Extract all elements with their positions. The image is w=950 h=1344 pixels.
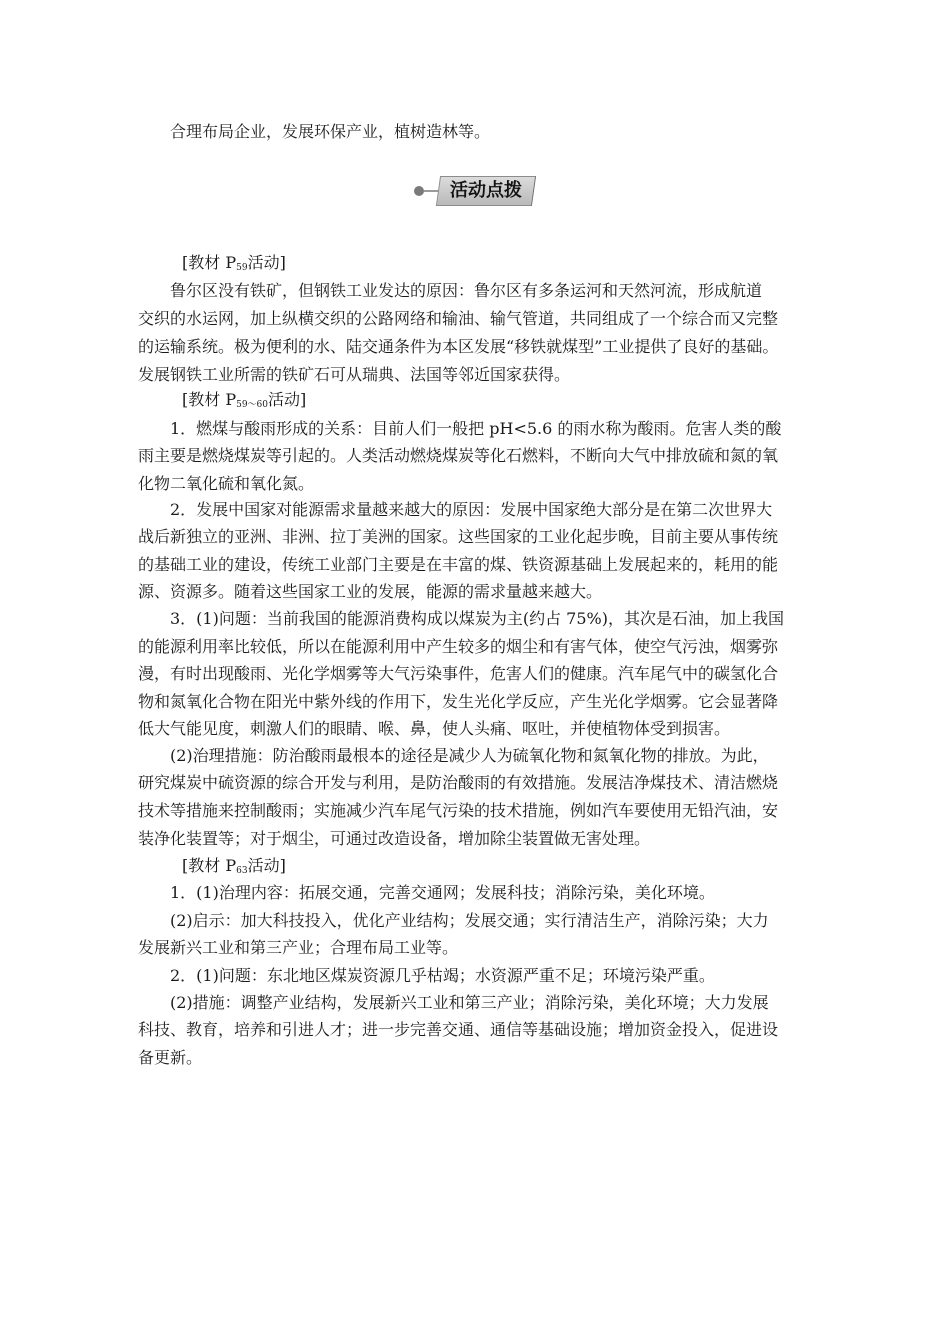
paragraph-line: 化物二氧化硫和氧化氮。 — [138, 474, 315, 493]
paragraph-line: 漫，有时出现酸雨、光化学烟雾等大气污染事件，危害人们的健康。汽车尾气中的碳氢化合 — [138, 664, 779, 683]
paragraph-line: 交织的水运网，加上纵横交织的公路网络和输油、输气管道，共同组成了一个综合而又完整 — [138, 309, 779, 328]
badge-dot-icon — [414, 186, 424, 196]
section-badge — [414, 176, 534, 206]
paragraph-line: 的能源利用率比较低，所以在能源利用中产生较多的烟尘和有害气体，使空气污浊，烟雾弥 — [138, 637, 779, 656]
textbook-ref-3: [教材 $P_{63}$活动] — [182, 856, 286, 876]
paragraph-line: 的基础工业的建设，传统工业部门主要是在丰富的煤、铁资源基础上发展起来的，耗用的能 — [138, 555, 779, 574]
textbook-ref-2: [教材 $P_{59\sim 60}$活动] — [182, 390, 307, 410]
paragraph-line: 备更新。 — [138, 1048, 203, 1067]
paragraph-line: (2)启示：加大科技投入，优化产业结构；发展交通；实行清洁生产，消除污染；大力 — [170, 911, 769, 930]
top-line: 合理布局企业，发展环保产业，植树造林等。 — [170, 122, 491, 141]
paragraph-line: 科技、教育，培养和引进人才；进一步完善交通、通信等基础设施；增加资金投入，促进设 — [138, 1020, 779, 1039]
paragraph-line: 战后新独立的亚洲、非洲、拉丁美洲的国家。这些国家的工业化起步晚，目前主要从事传统 — [138, 527, 779, 546]
paragraph-line: 1．燃煤与酸雨形成的关系：目前人们一般把 pH<5.6 的雨水称为酸雨。危害人类的酸 — [170, 419, 782, 438]
paragraph-line: 雨主要是燃烧煤炭等引起的。人类活动燃烧煤炭等化石燃料，不断向大气中排放硫和氮的氧 — [138, 446, 779, 465]
paragraph-line: (2)措施：调整产业结构，发展新兴工业和第三产业；消除污染，美化环境；大力发展 — [170, 993, 769, 1012]
paragraph-line: 装净化装置等；对于烟尘，可通过改造设备，增加除尘装置做无害处理。 — [138, 829, 651, 848]
section-badge-label: 活动点拨 — [450, 180, 522, 201]
textbook-ref-1: [教材 $P_{59}$活动] — [182, 253, 286, 273]
paragraph-line: 技术等措施来控制酸雨；实施减少汽车尾气污染的技术措施，例如汽车要使用无铅汽油，安 — [138, 801, 779, 820]
paragraph-line: 研究煤炭中硫资源的综合开发与利用，是防治酸雨的有效措施。发展洁净煤技术、清洁燃烧 — [138, 773, 779, 792]
paragraph-line: 鲁尔区没有铁矿，但钢铁工业发达的原因：鲁尔区有多条运河和天然河流，形成航道 — [170, 281, 763, 300]
badge-dash — [424, 190, 438, 192]
section-badge-box — [436, 176, 536, 206]
paragraph-line: 发展新兴工业和第三产业；合理布局工业等。 — [138, 938, 459, 957]
paragraph-line: 物和氮氧化合物在阳光中紫外线的作用下，发生光化学反应，产生光化学烟雾。它会显著降 — [138, 692, 779, 711]
paragraph-line: 2．(1)问题：东北地区煤炭资源几乎枯竭；水资源严重不足；环境污染严重。 — [170, 966, 715, 985]
paragraph-line: (2)治理措施：防治酸雨最根本的途径是减少人为硫氧化物和氮氧化物的排放。为此， — [170, 746, 769, 765]
paragraph-line: 3．(1)问题：当前我国的能源消费构成以煤炭为主(约占 75%)，其次是石油，加上我国 — [170, 609, 784, 628]
paragraph-line: 源、资源多。随着这些国家工业的发展，能源的需求量越来越大。 — [138, 582, 603, 601]
paragraph-line: 2．发展中国家对能源需求量越来越大的原因：发展中国家绝大部分是在第二次世界大 — [170, 500, 773, 519]
paragraph-line: 发展钢铁工业所需的铁矿石可从瑞典、法国等邻近国家获得。 — [138, 365, 571, 384]
paragraph-line: 1．(1)治理内容：拓展交通，完善交通网；发展科技；消除污染，美化环境。 — [170, 883, 715, 902]
paragraph-line: 的运输系统。极为便利的水、陆交通条件为本区发展“移铁就煤型”工业提供了良好的基础。 — [138, 337, 779, 356]
paragraph-line: 低大气能见度，刺激人们的眼睛、喉、鼻，使人头痛、呕吐，并使植物体受到损害。 — [138, 719, 731, 738]
